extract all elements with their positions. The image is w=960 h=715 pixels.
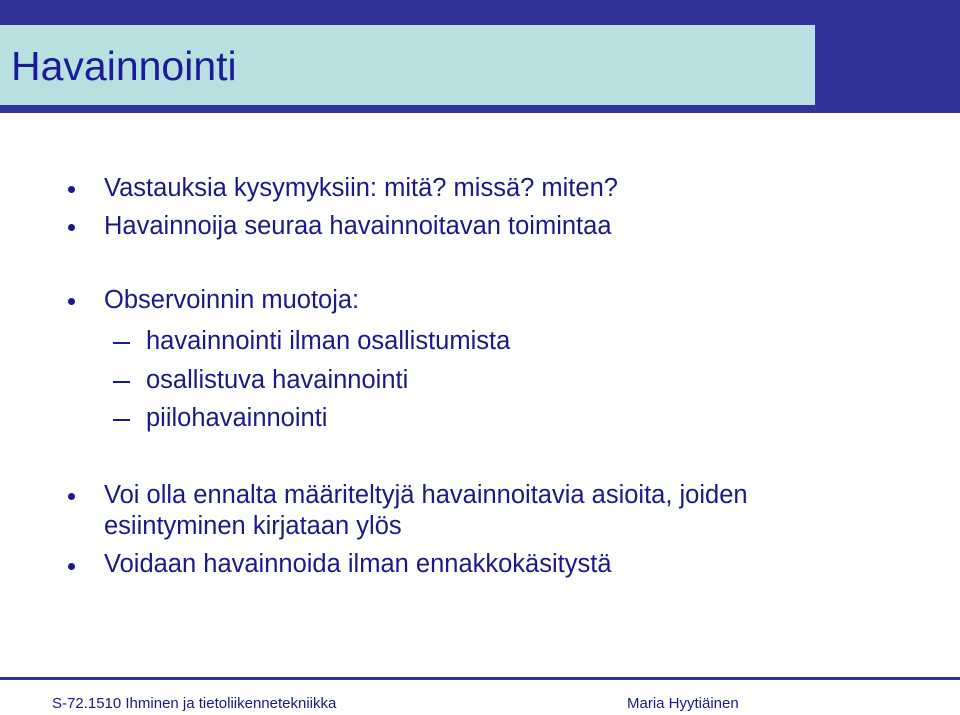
sub-item: osallistuva havainnointi [146, 366, 409, 394]
bullet-item: Vastauksia kysymyksiin: mitä? missä? miten? [104, 174, 618, 202]
bullet-item: Voi olla ennalta määriteltyjä havainnoitavia asioita, joiden [104, 481, 748, 509]
bullet-item: Havainnoija seuraa havainnoitavan toimintaa [104, 212, 612, 240]
bullet-item-continuation: esiintyminen kirjataan ylös [104, 512, 402, 540]
dash-marker [113, 419, 130, 421]
bullet-item: Voidaan havainnoida ilman ennakkokäsitystä [104, 550, 612, 578]
bullet-marker [68, 563, 75, 570]
dash-marker [113, 342, 130, 344]
bullet-marker [68, 298, 75, 305]
footer-rule [0, 677, 960, 680]
footer-course: S-72.1510 Ihminen ja tietoliikennetekniikka [52, 695, 337, 712]
bullet-item: Observoinnin muotoja: [104, 286, 360, 314]
bullet-marker [68, 224, 75, 231]
dash-marker [113, 381, 130, 383]
footer-author: Maria Hyytiäinen [627, 695, 739, 712]
bullet-marker [68, 186, 75, 193]
slide-title: Havainnointi [11, 43, 237, 89]
bullet-marker [68, 493, 75, 500]
sub-item: havainnointi ilman osallistumista [146, 327, 511, 355]
sub-item: piilohavainnointi [146, 404, 328, 432]
